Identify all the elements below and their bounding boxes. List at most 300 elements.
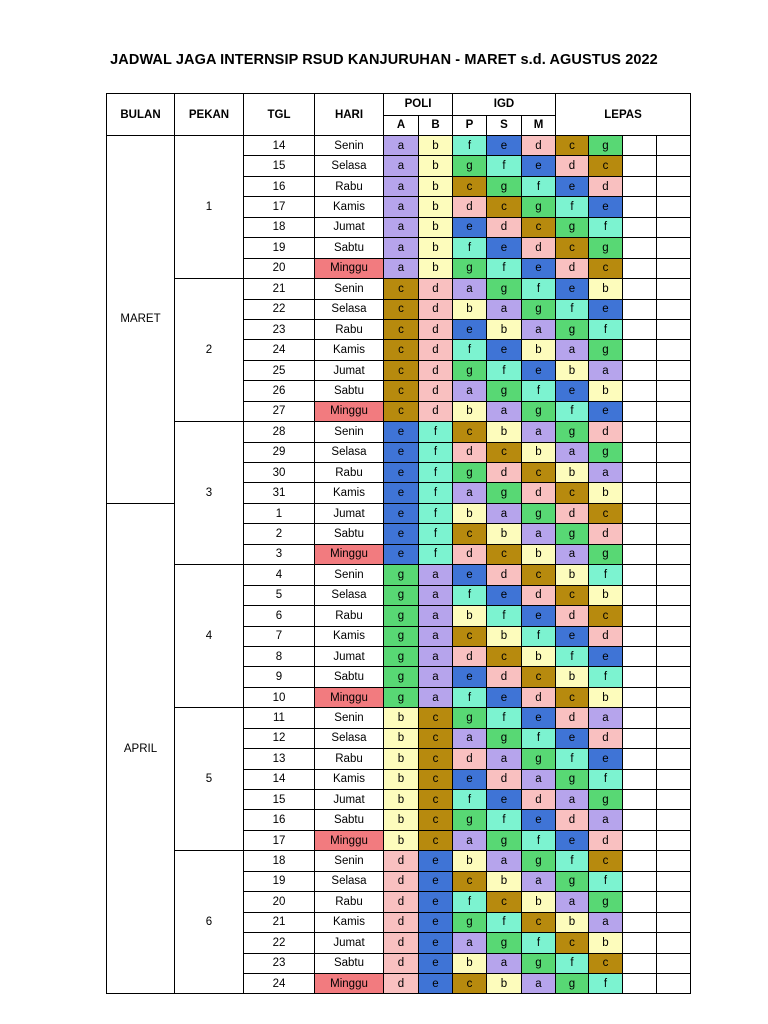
lepas-cell: c	[556, 483, 589, 503]
igd-cell: e	[522, 258, 556, 278]
igd-cell: g	[453, 810, 487, 830]
igd-cell: f	[487, 258, 522, 278]
igd-cell: f	[522, 728, 556, 748]
igd-cell: b	[453, 851, 487, 871]
date-cell: 4	[244, 565, 315, 585]
igd-cell: a	[453, 933, 487, 953]
igd-cell: g	[522, 851, 556, 871]
lepas-cell: e	[556, 626, 589, 646]
poli-cell: c	[384, 340, 419, 360]
poli-cell: d	[384, 973, 419, 993]
date-cell: 21	[244, 279, 315, 299]
igd-cell: b	[453, 401, 487, 421]
igd-cell: g	[522, 299, 556, 319]
lepas-empty-cell	[623, 667, 657, 687]
date-cell: 20	[244, 892, 315, 912]
lepas-cell: e	[556, 728, 589, 748]
lepas-cell: b	[589, 381, 623, 401]
igd-cell: d	[522, 687, 556, 707]
lepas-cell: b	[556, 667, 589, 687]
igd-cell: a	[487, 851, 522, 871]
lepas-cell: d	[589, 422, 623, 442]
lepas-empty-cell	[623, 483, 657, 503]
week-cell: 3	[175, 422, 244, 565]
lepas-cell: f	[589, 871, 623, 891]
poli-cell: e	[384, 442, 419, 462]
date-cell: 25	[244, 360, 315, 380]
igd-cell: c	[522, 912, 556, 932]
day-cell: Selasa	[315, 728, 384, 748]
lepas-empty-cell	[657, 258, 691, 278]
igd-cell: g	[522, 401, 556, 421]
igd-cell: a	[487, 503, 522, 523]
date-cell: 14	[244, 769, 315, 789]
poli-cell: d	[419, 279, 453, 299]
igd-cell: b	[522, 892, 556, 912]
lepas-cell: g	[589, 136, 623, 156]
header-pekan: PEKAN	[175, 94, 244, 136]
lepas-empty-cell	[657, 299, 691, 319]
igd-cell: a	[522, 871, 556, 891]
igd-cell: g	[453, 360, 487, 380]
igd-cell: d	[453, 646, 487, 666]
igd-cell: e	[487, 790, 522, 810]
poli-cell: d	[419, 340, 453, 360]
day-cell: Rabu	[315, 176, 384, 196]
day-cell: Rabu	[315, 606, 384, 626]
igd-cell: f	[453, 136, 487, 156]
header-poli-b: B	[419, 115, 453, 136]
igd-cell: a	[453, 279, 487, 299]
lepas-cell: g	[589, 238, 623, 258]
poli-cell: d	[419, 319, 453, 339]
header-igd-p: P	[453, 115, 487, 136]
igd-cell: c	[453, 626, 487, 646]
lepas-empty-cell	[657, 708, 691, 728]
igd-cell: f	[522, 176, 556, 196]
table-row	[107, 279, 691, 299]
day-cell: Sabtu	[315, 238, 384, 258]
igd-cell: f	[453, 238, 487, 258]
date-cell: 17	[244, 197, 315, 217]
lepas-cell: f	[556, 953, 589, 973]
lepas-cell: b	[589, 279, 623, 299]
igd-cell: e	[522, 360, 556, 380]
day-cell: Kamis	[315, 769, 384, 789]
igd-cell: g	[453, 708, 487, 728]
date-cell: 16	[244, 176, 315, 196]
day-cell: Kamis	[315, 626, 384, 646]
poli-cell: c	[384, 279, 419, 299]
poli-cell: b	[384, 728, 419, 748]
lepas-cell: d	[589, 626, 623, 646]
igd-cell: b	[522, 646, 556, 666]
igd-cell: g	[487, 728, 522, 748]
date-cell: 3	[244, 544, 315, 564]
poli-cell: d	[419, 299, 453, 319]
lepas-empty-cell	[657, 626, 691, 646]
poli-cell: f	[419, 422, 453, 442]
lepas-empty-cell	[657, 176, 691, 196]
day-cell: Minggu	[315, 830, 384, 850]
igd-cell: d	[487, 217, 522, 237]
poli-cell: a	[384, 258, 419, 278]
lepas-empty-cell	[623, 422, 657, 442]
table-row	[107, 708, 691, 728]
poli-cell: c	[419, 769, 453, 789]
lepas-cell: c	[556, 136, 589, 156]
month-cell: APRIL	[107, 503, 175, 994]
lepas-empty-cell	[657, 892, 691, 912]
table-row	[107, 565, 691, 585]
igd-cell: b	[487, 524, 522, 544]
lepas-empty-cell	[623, 585, 657, 605]
lepas-cell: g	[589, 544, 623, 564]
poli-cell: a	[384, 217, 419, 237]
lepas-empty-cell	[623, 197, 657, 217]
poli-cell: c	[384, 299, 419, 319]
lepas-empty-cell	[657, 953, 691, 973]
date-cell: 24	[244, 973, 315, 993]
lepas-cell: b	[556, 463, 589, 483]
lepas-empty-cell	[657, 544, 691, 564]
igd-cell: b	[453, 299, 487, 319]
igd-cell: c	[522, 565, 556, 585]
lepas-empty-cell	[623, 912, 657, 932]
igd-cell: c	[453, 524, 487, 544]
lepas-cell: b	[556, 912, 589, 932]
igd-cell: a	[453, 483, 487, 503]
igd-cell: a	[522, 319, 556, 339]
igd-cell: b	[522, 340, 556, 360]
igd-cell: g	[453, 912, 487, 932]
week-cell: 5	[175, 708, 244, 851]
lepas-empty-cell	[657, 851, 691, 871]
day-cell: Jumat	[315, 503, 384, 523]
igd-cell: e	[522, 810, 556, 830]
date-cell: 7	[244, 626, 315, 646]
date-cell: 29	[244, 442, 315, 462]
date-cell: 30	[244, 463, 315, 483]
poli-cell: e	[384, 544, 419, 564]
lepas-cell: a	[589, 360, 623, 380]
igd-cell: d	[522, 585, 556, 605]
poli-cell: d	[384, 892, 419, 912]
poli-cell: e	[419, 973, 453, 993]
schedule-table	[106, 93, 691, 994]
igd-cell: a	[453, 830, 487, 850]
poli-cell: b	[384, 749, 419, 769]
lepas-empty-cell	[623, 238, 657, 258]
igd-cell: c	[487, 646, 522, 666]
poli-cell: c	[384, 319, 419, 339]
igd-cell: g	[487, 176, 522, 196]
table-row	[107, 851, 691, 871]
lepas-cell: g	[556, 217, 589, 237]
lepas-cell: f	[556, 851, 589, 871]
poli-cell: a	[384, 136, 419, 156]
lepas-cell: b	[556, 565, 589, 585]
lepas-cell: c	[589, 606, 623, 626]
igd-cell: e	[487, 136, 522, 156]
igd-cell: d	[522, 136, 556, 156]
day-cell: Kamis	[315, 340, 384, 360]
igd-cell: e	[522, 606, 556, 626]
lepas-empty-cell	[623, 973, 657, 993]
day-cell: Senin	[315, 565, 384, 585]
poli-cell: d	[384, 953, 419, 973]
lepas-cell: b	[589, 933, 623, 953]
igd-cell: f	[522, 626, 556, 646]
date-cell: 13	[244, 749, 315, 769]
poli-cell: b	[419, 238, 453, 258]
poli-cell: a	[419, 646, 453, 666]
poli-cell: d	[384, 912, 419, 932]
lepas-empty-cell	[657, 360, 691, 380]
igd-cell: e	[453, 667, 487, 687]
igd-cell: b	[487, 319, 522, 339]
lepas-cell: g	[589, 790, 623, 810]
lepas-empty-cell	[623, 851, 657, 871]
igd-cell: g	[487, 381, 522, 401]
igd-cell: f	[487, 606, 522, 626]
day-cell: Senin	[315, 851, 384, 871]
poli-cell: c	[384, 381, 419, 401]
lepas-empty-cell	[623, 953, 657, 973]
igd-cell: f	[487, 360, 522, 380]
igd-cell: f	[453, 340, 487, 360]
poli-cell: c	[419, 830, 453, 850]
igd-cell: g	[487, 830, 522, 850]
igd-cell: g	[453, 156, 487, 176]
lepas-empty-cell	[623, 606, 657, 626]
poli-cell: b	[384, 708, 419, 728]
date-cell: 15	[244, 156, 315, 176]
lepas-empty-cell	[657, 483, 691, 503]
lepas-cell: c	[589, 503, 623, 523]
poli-cell: g	[384, 585, 419, 605]
date-cell: 9	[244, 667, 315, 687]
lepas-empty-cell	[623, 790, 657, 810]
date-cell: 22	[244, 299, 315, 319]
poli-cell: f	[419, 463, 453, 483]
lepas-cell: b	[589, 585, 623, 605]
lepas-cell: a	[589, 708, 623, 728]
lepas-cell: g	[589, 442, 623, 462]
lepas-empty-cell	[657, 769, 691, 789]
day-cell: Selasa	[315, 871, 384, 891]
poli-cell: a	[384, 238, 419, 258]
igd-cell: f	[453, 585, 487, 605]
header-hari: HARI	[315, 94, 384, 136]
poli-cell: d	[384, 871, 419, 891]
lepas-empty-cell	[623, 401, 657, 421]
lepas-empty-cell	[657, 646, 691, 666]
lepas-empty-cell	[657, 830, 691, 850]
day-cell: Minggu	[315, 258, 384, 278]
poli-cell: g	[384, 646, 419, 666]
poli-cell: a	[419, 565, 453, 585]
lepas-cell: e	[556, 279, 589, 299]
igd-cell: b	[487, 871, 522, 891]
date-cell: 19	[244, 238, 315, 258]
poli-cell: b	[419, 176, 453, 196]
igd-cell: e	[487, 340, 522, 360]
igd-cell: b	[453, 606, 487, 626]
poli-cell: f	[419, 483, 453, 503]
igd-cell: a	[522, 422, 556, 442]
page-title: JADWAL JAGA INTERNSIP RSUD KANJURUHAN - MARET s.d. AGUSTUS 2022	[110, 52, 658, 68]
lepas-cell: d	[556, 810, 589, 830]
day-cell: Rabu	[315, 892, 384, 912]
poli-cell: e	[384, 422, 419, 442]
day-cell: Selasa	[315, 442, 384, 462]
lepas-empty-cell	[623, 646, 657, 666]
lepas-empty-cell	[657, 933, 691, 953]
lepas-cell: e	[589, 401, 623, 421]
lepas-empty-cell	[623, 136, 657, 156]
igd-cell: f	[522, 279, 556, 299]
date-cell: 27	[244, 401, 315, 421]
week-cell: 2	[175, 279, 244, 422]
week-cell: 1	[175, 136, 244, 279]
lepas-cell: d	[556, 606, 589, 626]
poli-cell: e	[384, 463, 419, 483]
lepas-cell: b	[589, 687, 623, 707]
day-cell: Sabtu	[315, 953, 384, 973]
lepas-cell: g	[556, 769, 589, 789]
poli-cell: c	[384, 360, 419, 380]
igd-cell: d	[487, 463, 522, 483]
lepas-empty-cell	[657, 973, 691, 993]
poli-cell: f	[419, 503, 453, 523]
lepas-cell: c	[589, 851, 623, 871]
date-cell: 21	[244, 912, 315, 932]
header-tgl: TGL	[244, 94, 315, 136]
day-cell: Sabtu	[315, 524, 384, 544]
day-cell: Sabtu	[315, 381, 384, 401]
date-cell: 23	[244, 953, 315, 973]
lepas-empty-cell	[657, 667, 691, 687]
lepas-empty-cell	[623, 381, 657, 401]
day-cell: Selasa	[315, 585, 384, 605]
igd-cell: c	[453, 176, 487, 196]
date-cell: 14	[244, 136, 315, 156]
igd-cell: f	[487, 912, 522, 932]
poli-cell: g	[384, 687, 419, 707]
poli-cell: a	[384, 197, 419, 217]
poli-cell: c	[419, 728, 453, 748]
lepas-cell: c	[556, 585, 589, 605]
day-cell: Selasa	[315, 299, 384, 319]
lepas-empty-cell	[657, 238, 691, 258]
igd-cell: c	[487, 544, 522, 564]
igd-cell: a	[487, 401, 522, 421]
day-cell: Senin	[315, 136, 384, 156]
igd-cell: g	[453, 463, 487, 483]
igd-cell: c	[453, 973, 487, 993]
lepas-cell: d	[589, 176, 623, 196]
lepas-empty-cell	[657, 790, 691, 810]
igd-cell: a	[487, 299, 522, 319]
poli-cell: c	[384, 401, 419, 421]
lepas-empty-cell	[623, 728, 657, 748]
poli-cell: a	[384, 176, 419, 196]
lepas-cell: c	[556, 933, 589, 953]
igd-cell: g	[487, 933, 522, 953]
igd-cell: d	[487, 565, 522, 585]
date-cell: 22	[244, 933, 315, 953]
header-igd: IGD	[453, 94, 556, 116]
igd-cell: b	[453, 953, 487, 973]
lepas-empty-cell	[623, 299, 657, 319]
lepas-empty-cell	[623, 769, 657, 789]
lepas-cell: c	[589, 953, 623, 973]
lepas-cell: e	[589, 197, 623, 217]
igd-cell: g	[522, 953, 556, 973]
poli-cell: d	[419, 360, 453, 380]
lepas-empty-cell	[623, 544, 657, 564]
igd-cell: g	[453, 258, 487, 278]
poli-cell: e	[384, 503, 419, 523]
date-cell: 24	[244, 340, 315, 360]
date-cell: 15	[244, 790, 315, 810]
date-cell: 16	[244, 810, 315, 830]
igd-cell: g	[487, 279, 522, 299]
lepas-cell: e	[589, 749, 623, 769]
lepas-cell: d	[589, 728, 623, 748]
poli-cell: b	[419, 197, 453, 217]
lepas-empty-cell	[657, 503, 691, 523]
lepas-empty-cell	[657, 319, 691, 339]
poli-cell: b	[419, 258, 453, 278]
poli-cell: f	[419, 524, 453, 544]
lepas-empty-cell	[657, 585, 691, 605]
header-bulan: BULAN	[107, 94, 175, 136]
day-cell: Minggu	[315, 401, 384, 421]
igd-cell: d	[453, 442, 487, 462]
lepas-cell: c	[556, 238, 589, 258]
lepas-empty-cell	[623, 217, 657, 237]
poli-cell: g	[384, 606, 419, 626]
lepas-cell: f	[589, 769, 623, 789]
lepas-cell: d	[589, 830, 623, 850]
igd-cell: e	[522, 156, 556, 176]
lepas-cell: b	[556, 360, 589, 380]
lepas-cell: f	[556, 646, 589, 666]
day-cell: Jumat	[315, 933, 384, 953]
day-cell: Jumat	[315, 790, 384, 810]
day-cell: Jumat	[315, 646, 384, 666]
lepas-empty-cell	[657, 401, 691, 421]
lepas-cell: g	[556, 973, 589, 993]
header-igd-s: S	[487, 115, 522, 136]
lepas-empty-cell	[623, 626, 657, 646]
lepas-cell: d	[589, 524, 623, 544]
igd-cell: f	[522, 830, 556, 850]
lepas-empty-cell	[623, 176, 657, 196]
header-poli-a: A	[384, 115, 419, 136]
lepas-cell: a	[556, 340, 589, 360]
day-cell: Rabu	[315, 749, 384, 769]
day-cell: Selasa	[315, 156, 384, 176]
month-cell: MARET	[107, 136, 175, 504]
lepas-empty-cell	[623, 810, 657, 830]
lepas-cell: a	[556, 790, 589, 810]
poli-cell: e	[384, 483, 419, 503]
poli-cell: b	[419, 136, 453, 156]
poli-cell: b	[384, 810, 419, 830]
